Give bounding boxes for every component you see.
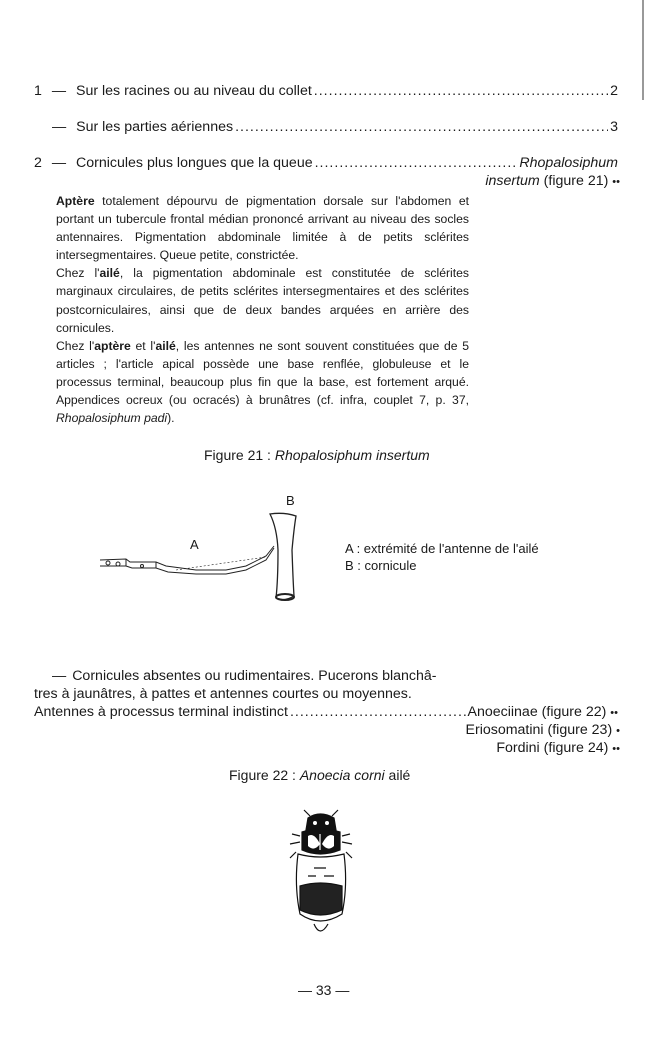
description-text: Chez l' [56,266,100,281]
result-figure-ref: (figure 21) [543,173,609,189]
description-text: ). [167,411,175,426]
leader-dots [315,154,518,172]
figure-label-a: A [190,537,199,552]
goto-number: 2 [610,83,618,99]
description-paragraph [56,192,469,427]
figure-label-b: B [286,493,295,508]
antenna-and-cornicle-drawing [96,510,316,606]
frequency-marker: •• [612,743,620,755]
option-text: Cornicules absentes ou rudimentaires. Pucerons blanchâ- [72,668,437,684]
bold-alate: ailé [155,338,176,353]
figure-21-caption [204,446,430,464]
figure-22-caption [229,766,410,784]
legend-a: A : extrémité de l'antenne de l'ailé [345,541,539,556]
result-fordini [496,739,620,758]
couplet-2-option-b-line3 [34,703,618,722]
caption-prefix: Figure 22 : [229,767,300,783]
description-text: , les antennes ne sont souvent constituées que de 5 articles ; l'article apical possède une base renflée, globuleuse et le processus terminal, beaucoup plus fin que la base, est fortement arqué. Appendices ocreux (ou ocracés) à brunâtres (cf. infra, couplet 7, p. 37, [56,338,469,408]
result-figure-ref: (figure 23) [547,722,613,738]
page-number: — 33 — [298,982,350,998]
couplet-dash: — [52,119,67,135]
option-text: Sur les parties aériennes [76,119,234,135]
couplet-2-result-continued [485,172,620,191]
result-taxon: Anoeciinae [467,704,538,720]
option-text: Sur les racines ou au niveau du collet [75,83,312,99]
frequency-marker: • [616,725,620,737]
leader-dots [290,703,466,721]
leader-dots [235,118,608,136]
couplet-2-option-a [34,154,618,172]
couplet-number: 1 [34,83,42,99]
result-eriosomatini [466,721,621,740]
description-text: , la pigmentation abdominale est constitutée de sclérites marginaux circulaires, de petits sclérites intersegmentaires et des sclérites postcorniculaires, ainsi que de deux bandes arquées en arrière des cornicules. [56,266,469,335]
bold-apterous: Aptère [56,194,95,208]
bold-apterous: aptère [94,338,131,353]
couplet-1-option-a [34,82,618,100]
description-text: et l' [130,338,156,353]
couplet-2-option-b-line1 [52,667,437,685]
bold-alate: ailé [99,266,120,281]
result-species: insertum [485,173,540,189]
aphid-illustration [282,806,362,942]
couplet-1-option-b [52,118,618,136]
italic-species: Rhopalosiphum padi [56,411,168,426]
result-genus: Rhopalosiphum [519,155,618,171]
caption-prefix: Figure 21 : [204,447,275,463]
antenna-illustration [100,546,274,574]
couplet-number: 2 [34,155,42,171]
result-taxon: Eriosomatini [465,722,544,738]
caption-species: Anoecia corni [299,767,385,783]
result-taxon: Fordini [496,740,540,756]
couplet-dash: — [52,668,67,684]
result-figure-ref: (figure 24) [543,740,609,756]
frequency-marker: •• [612,176,620,188]
frequency-marker: •• [610,707,618,719]
leader-dots [314,82,608,100]
scan-edge-mark [642,0,644,100]
caption-suffix: ailé [384,767,411,783]
option-text: Cornicules plus longues que la queue [75,155,313,171]
couplet-dash: — [51,83,67,99]
goto-number: 3 [610,119,618,135]
cornicle-illustration [270,513,296,600]
legend-b: B : cornicule [345,558,417,573]
couplet-dash: — [51,155,67,171]
couplet-2-option-b-line2: tres à jaunâtres, à pattes et antennes courtes ou moyennes. [34,686,412,702]
caption-species: Rhopalosiphum insertum [274,447,430,463]
result-figure-ref: (figure 22) [541,704,607,720]
description-text: totalement dépourvu de pigmentation dorsale sur l'abdomen et portant un tubercule frontal médian prononcé arrivant au niveau des socles antennaires. Pigmentation abdominale limitée à de petits sclérites intersegmentaires. Queue petite, constrictée. [56,194,469,263]
option-text: Antennes à processus terminal indistinct [34,704,288,720]
description-text: Chez l' [56,338,95,353]
